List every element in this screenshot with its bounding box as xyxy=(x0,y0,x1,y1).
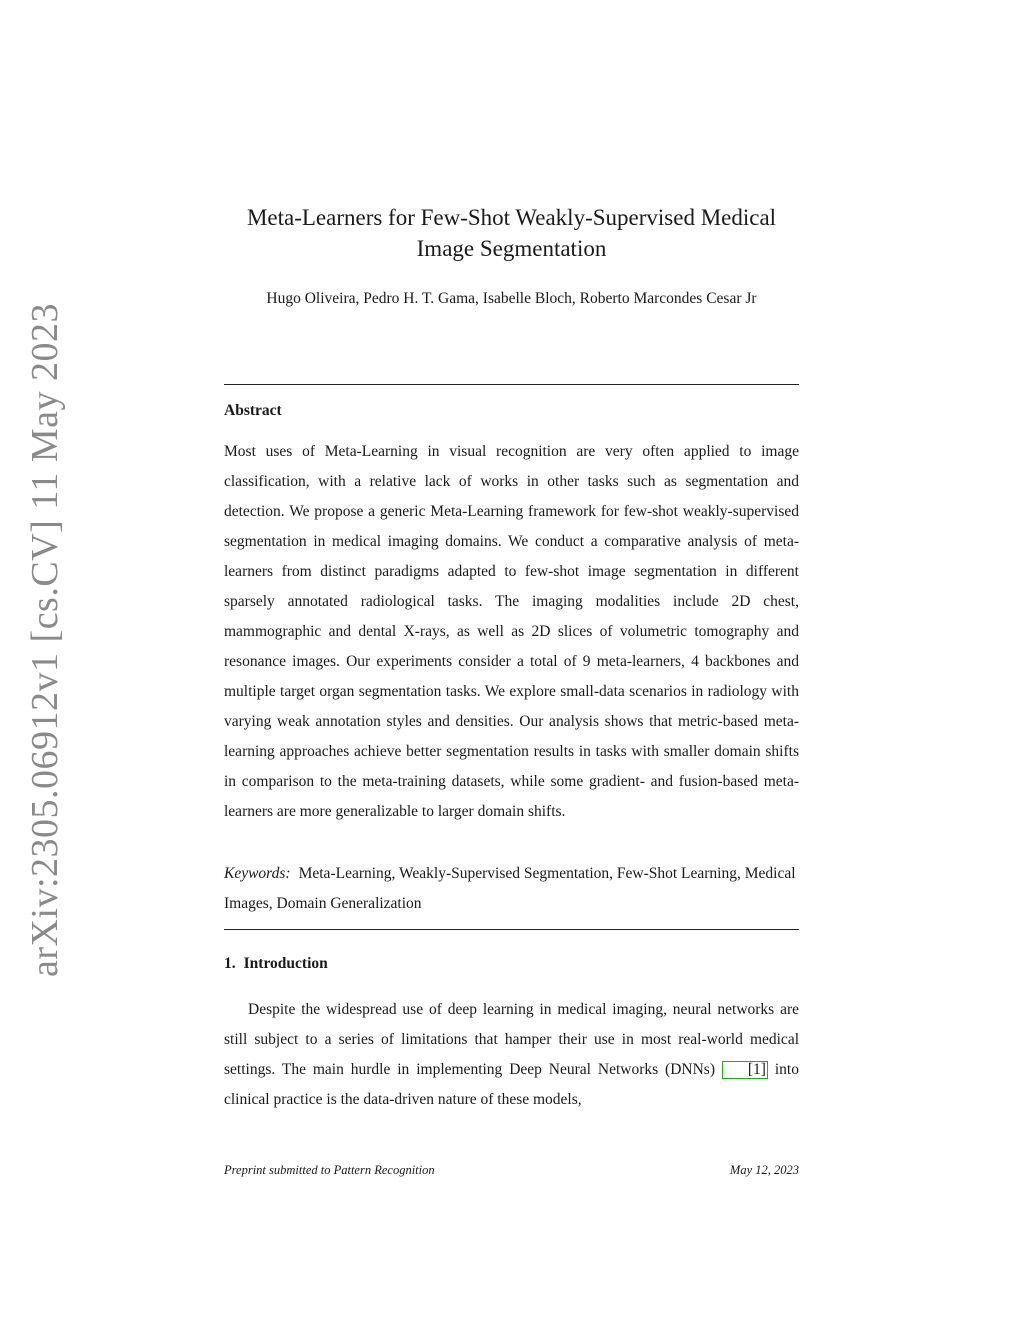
abstract-bottom-rule xyxy=(224,929,799,930)
author-list: Hugo Oliveira, Pedro H. T. Gama, Isabelle Bloch, Roberto Marcondes Cesar Jr xyxy=(266,290,757,307)
footer-date: May 12, 2023 xyxy=(729,1163,799,1177)
section-title: Introduction xyxy=(243,955,328,972)
citation-link[interactable]: [1] xyxy=(722,1061,768,1079)
introduction-paragraph xyxy=(224,995,799,1115)
paper-title: Meta-Learners for Few-Shot Weakly-Supervised Medical Image Segmentation xyxy=(246,205,777,261)
abstract-heading: Abstract xyxy=(224,402,282,419)
intro-text-part-2: into clinical practice is the data-driven nature of these models, xyxy=(224,1061,799,1108)
abstract-top-rule xyxy=(224,384,799,385)
section-heading-introduction xyxy=(224,955,328,973)
keywords-label: Keywords: xyxy=(224,865,291,882)
arxiv-identifier: arXiv:2305.06912v1 [cs.CV] 11 May 2023 xyxy=(24,302,66,978)
keywords xyxy=(224,859,799,919)
section-number: 1. xyxy=(224,955,236,972)
abstract-text: Most uses of Meta-Learning in visual recognition are very often applied to image classification, with a relative lack of works in other tasks such as segmentation and detection. We propose a generic Meta-Learning framework for few-shot weakly-supervised segmentation in medical imaging domains. We conduct a comparative analysis of meta-learners from distinct paradigms adapted to few-shot image segmentation in different sparsely annotated radiological tasks. The imaging modalities include 2D chest, mammographic and dental X-rays, as well as 2D slices of volumetric tomography and resonance images. Our experiments consider a total of 9 meta-learners, 4 backbones and multiple target organ segmentation tasks. We explore small-data scenarios in radiology with varying weak annotation styles and densities. Our analysis shows that metric-based meta-learning approaches achieve better segmentation results in tasks with smaller domain shifts in comparison to the meta-training datasets, while some gradient- and fusion-based meta-learners are more generalizable to larger domain shifts. xyxy=(224,443,799,820)
footer-preprint-note: Preprint submitted to Pattern Recognition xyxy=(224,1163,435,1177)
keywords-text: Meta-Learning, Weakly-Supervised Segmentation, Few-Shot Learning, Medical Images, Domain Generalization xyxy=(224,865,796,912)
intro-text-part-1: Despite the widespread use of deep learning in medical imaging, neural networks are still subject to a series of limitations that hamper their use in most real-world medical settings. The main hurdle in implementing Deep Neural Networks (DNNs) xyxy=(224,1001,799,1078)
